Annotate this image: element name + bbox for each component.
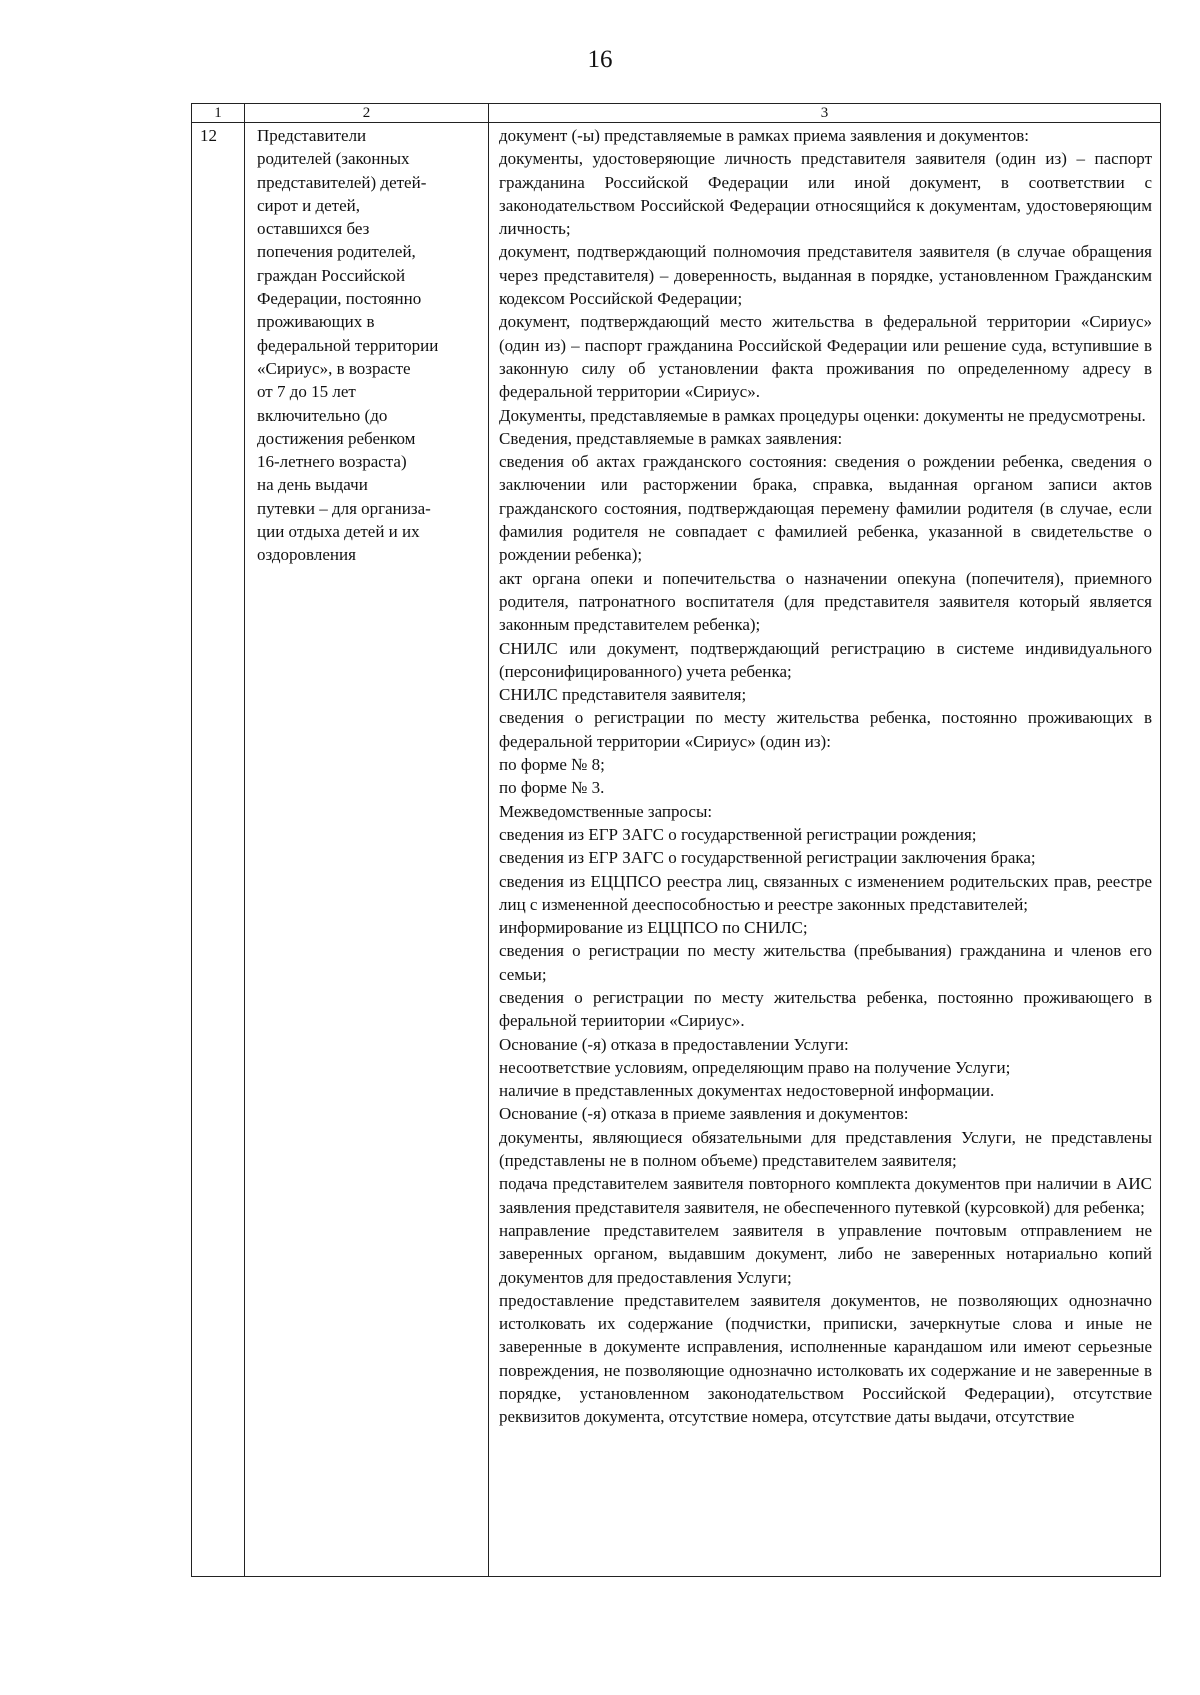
- document-paragraph: СНИЛС представителя заявителя;: [499, 685, 747, 705]
- applicant-category-cell: [245, 123, 489, 1577]
- documents-cell: [489, 123, 1161, 1577]
- document-paragraph: документы, удостоверяющие личность представителя заявителя (один из) – паспорт гражданина Российской Федерации или иной документ, в соответствии с законодательством Российской Федерации относящийся к документам, удостоверяющим личность;: [499, 149, 1152, 239]
- document-paragraph: Документы, представляемые в рамках процедуры оценки: документы не предусмотрены.: [499, 405, 1146, 425]
- document-paragraph: сведения о регистрации по месту жительства ребенка, постоянно проживающего в феральной териитории «Сириус».: [499, 987, 1152, 1031]
- document-paragraph: Межведомственные запросы:: [499, 801, 713, 821]
- applicant-category-line: Представители: [257, 126, 367, 145]
- document-paragraph: по форме № 3.: [499, 778, 605, 798]
- applicant-category-line: на день выдачи: [257, 475, 368, 495]
- column-header-1: 1: [192, 104, 245, 123]
- document-paragraph: наличие в представленных документах недостоверной информации.: [499, 1081, 995, 1101]
- applicant-category-line: достижения ребенком: [257, 428, 416, 448]
- document-paragraph: документы, являющиеся обязательными для представления Услуги, не представлены (представлены не в полном объеме) представителем заявителя;: [499, 1127, 1152, 1171]
- applicant-category-line: от 7 до 15 лет: [257, 382, 356, 402]
- table-header-row: [192, 104, 1161, 123]
- page-number: 16: [587, 46, 613, 73]
- document-paragraph: информирование из ЕЦЦПСО по СНИЛС;: [499, 918, 808, 938]
- applicant-category-line: граждан Российской: [257, 265, 406, 285]
- applicant-category-line: ции отдыха детей и их: [257, 522, 420, 542]
- document-paragraph: сведения о регистрации по месту жительства (пребывания) гражданина и членов его семьи;: [499, 941, 1152, 984]
- applicant-category-line: Федерации, постоянно: [257, 289, 422, 309]
- applicant-category-line: сирот и детей,: [257, 195, 360, 215]
- document-paragraph: несоответствие условиям, определяющим право на получение Услуги;: [499, 1057, 1011, 1077]
- applicant-category-line: родителей (законных: [257, 149, 410, 169]
- document-paragraph: направление представителем заявителя в управление почтовым отправлением не заверенных органом, выдавшим документ, либо не заверенных нотариально копий документов для предоставления Услуги;: [499, 1220, 1152, 1287]
- column-header-2: 2: [245, 104, 489, 123]
- document-paragraph: предоставление представителем заявителя документов, не позволяющих однозначно истолковать их содержание (подчистки, приписки, зачеркнутые слова и иные не заверенные в документе исправления, исполненные карандашом или имеют серьезные повреждения, не позволяющие однозначно истолковать их содержание и не заверенные в порядке, установленном законодательством Российской Федерации), отсутствие реквизитов документа, отсутствие номера, отсутствие даты выдачи, отсутствие: [499, 1290, 1152, 1427]
- document-paragraph: Сведения, представляемые в рамках заявления:: [499, 428, 843, 448]
- document-paragraph: Основание (-я) отказа в предоставлении Услуги:: [499, 1034, 849, 1054]
- applicant-category-line: 16-летнего возраста): [257, 452, 407, 472]
- document-paragraph: подача представителем заявителя повторного комплекта документов при наличии в АИС заявления представителя заявителя, не обеспеченного путевкой (курсовкой) для ребенка;: [499, 1174, 1152, 1217]
- document-paragraph: документ, подтверждающий место жительства в федеральной территории «Сириус» (один из) – паспорт гражданина Российской Федерации или решение суда, вступившие в законную силу об установлении факта проживания по определенному адресу в федеральной территории «Сириус».: [499, 312, 1152, 402]
- table-row: [192, 123, 1161, 1577]
- document-paragraph: Основание (-я) отказа в приеме заявления и документов:: [499, 1104, 909, 1124]
- applicant-category-line: «Сириус», в возрасте: [257, 358, 411, 378]
- document-paragraph: документ, подтверждающий полномочия представителя заявителя (в случае обращения через представителя) – доверенность, выданная в порядке, установленном Гражданским кодексом Российской Федерации;: [499, 242, 1152, 309]
- document-paragraph: сведения об актах гражданского состояния: сведения о рождении ребенка, сведения о заключении или расторжении брака, справка, выданная органом записи актов гражданского состояния, подтверждающая перемену фамилии родителя (в случае, если фамилия родителя не совпадает с фамилией ребенка, указанной в свидетельстве о рождении ребенка);: [499, 452, 1152, 565]
- document-paragraph: по форме № 8;: [499, 755, 605, 775]
- requirements-table: [191, 103, 1161, 1577]
- applicant-category-line: попечения родителей,: [257, 242, 416, 262]
- applicant-category-line: путевки – для организа-: [257, 498, 431, 518]
- document-paragraph: документ (-ы) представляемые в рамках приема заявления и документов:: [499, 126, 1029, 145]
- documents-text: [499, 124, 1152, 1429]
- document-paragraph: сведения из ЕГР ЗАГС о государственной регистрации рождения;: [499, 824, 977, 844]
- document-paragraph: сведения из ЕЦЦПСО реестра лиц, связанных с изменением родительских прав, реестре лиц с измененной дееспособностью и реестре законных представителей;: [499, 871, 1152, 914]
- applicant-category-line: представителей) детей-: [257, 172, 427, 192]
- row-number: 12: [192, 123, 245, 1577]
- applicant-category-line: федеральной территории: [257, 335, 439, 355]
- applicant-category-text: [257, 124, 480, 567]
- applicant-category-line: оставшихся без: [257, 219, 370, 239]
- applicant-category-line: включительно (до: [257, 405, 388, 425]
- document-paragraph: СНИЛС или документ, подтверждающий регистрацию в системе индивидуального (персонифицированного) учета ребенка;: [499, 638, 1152, 681]
- applicant-category-line: оздоровления: [257, 545, 356, 565]
- document-paragraph: сведения из ЕГР ЗАГС о государственной регистрации заключения брака;: [499, 848, 1036, 868]
- applicant-category-line: проживающих в: [257, 312, 375, 332]
- document-paragraph: акт органа опеки и попечительства о назначении опекуна (попечителя), приемного родителя, патронатного воспитателя (для представителя заявителя который является законным представителем ребенка);: [499, 568, 1152, 635]
- column-header-3: 3: [489, 104, 1161, 123]
- document-paragraph: сведения о регистрации по месту жительства ребенка, постоянно проживающих в федеральной территории «Сириус» (один из):: [499, 708, 1152, 751]
